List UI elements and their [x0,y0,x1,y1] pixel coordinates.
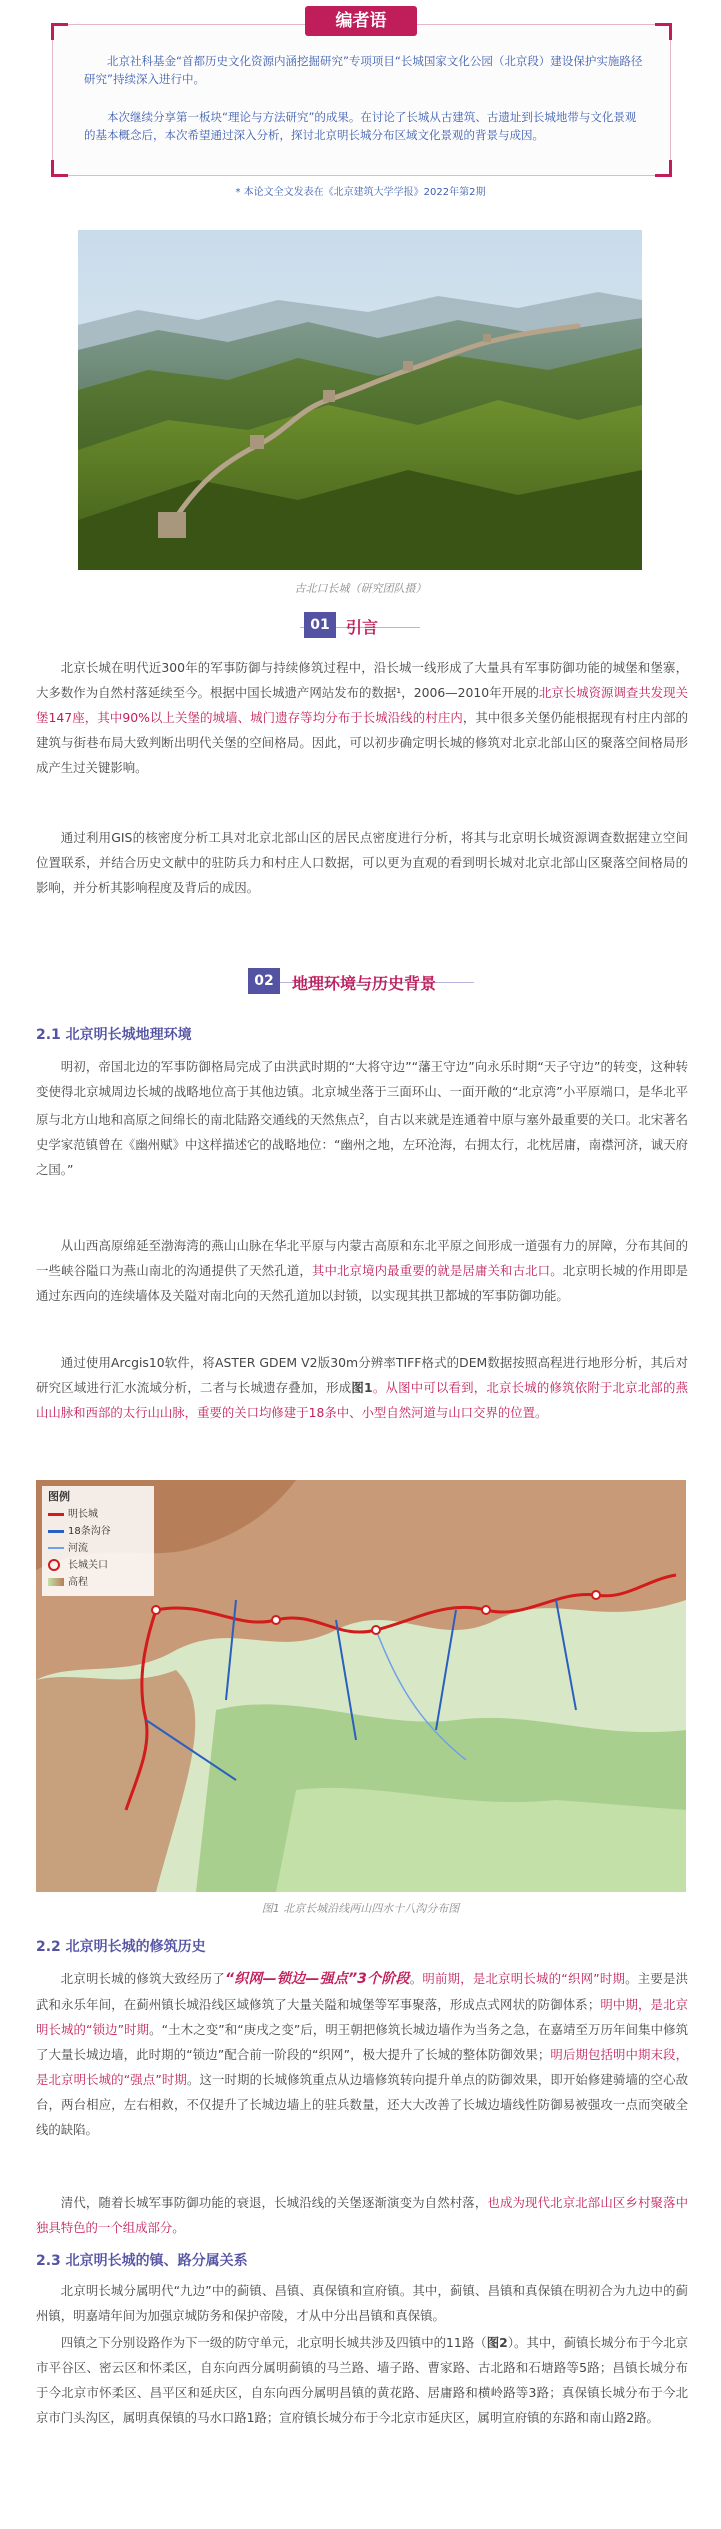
subsection-title: 2.1 北京明长城地理环境 [36,1027,192,1043]
elevation-map [36,1480,686,1892]
section-number: 01 [304,612,336,638]
map-legend-title: 图例 [48,1490,70,1503]
geo-paragraph-2: 从山西高原绵延至渤海湾的燕山山脉在华北平原与内蒙古高原和东北平原之间形成一道强有力的屏障，分布其间的一些峡谷隘口为燕山南北的沟通提供了天然孔道，其中北京境内最重要的就是居庸关和古北口。北京明长城的作用即是通过东西向的连续墙体及关隘对南北向的天然孔道加以封锁，以实现其拱卫都城的军事防御功能。 [36,1238,689,1303]
photo-caption: 古北口长城（研究团队摄） [294,582,427,595]
editor-note-tag: 编者语 [305,6,417,36]
subsection-title: 2.2 北京明长城的修筑历史 [36,1939,206,1955]
editor-note-box [52,24,671,176]
subsection-title: 2.3 北京明长城的镇、路分属关系 [36,2253,248,2269]
section-number: 02 [248,968,280,994]
intro-paragraph-2: 通过利用GIS的核密度分析工具对北京北部山区的居民点密度进行分析，将其与北京明长城资源调查数据建立空间位置联系，并结合历史文献中的驻防兵力和村庄人口数据，可以更为直观的看到明长城对北京北部山区聚落空间格局的影响，并分析其影响程度及背后的成因。 [36,830,688,895]
geo-paragraph-3: 通过使用Arcgis10软件，将ASTER GDEM V2版30m分辨率TIFF格式的DEM数据按照高程进行地形分析，其后对研究区域进行汇水流域分析，二者与长城遗存叠加，形成图1。从图中可以看到，北京长城的修筑依附于北京北部的燕山山脉和西部的太行山山脉，重要的关口均修建于18条中、小型自然河道与山口交界的位置。 [36,1355,689,1420]
section-title: 引言 [346,618,379,637]
corner-decoration [51,160,68,177]
map-legend [48,1506,111,1591]
legend-item: 长城关口 [48,1557,111,1574]
legend-item: 18条沟谷 [48,1523,111,1540]
history-paragraph-2: 清代，随着长城军事防御功能的衰退，长城沿线的关堡逐渐演变为自然村落，也成为现代北京北部山区乡村聚落中独具特色的一个组成部分。 [36,2195,689,2235]
section-title: 地理环境与历史背景 [292,974,437,993]
corner-decoration [51,23,68,40]
editor-note-source: * 本论文全文发表在《北京建筑大学学报》2022年第2期 [235,187,486,198]
corner-decoration [655,23,672,40]
legend-item: 高程 [48,1574,111,1591]
legend-item: 明长城 [48,1506,111,1523]
geo-paragraph-1: 明初，帝国北边的军事防御格局完成了由洪武时期的“大将守边”“藩王守边”向永乐时期“天子守边”的转变，这种转变使得北京城周边长城的战略地位高于其他边镇。北京城坐落于三面环山、一面开敞的“北京湾”小平原端口，是华北平原与北方山地和高原之间绵长的南北陆路交通线的天然焦点$^2$，自古以来就是连通着中原与塞外最重要的关口。北宋著名史学家范镇曾在《幽州赋》中这样描述它的战略地位：“幽州之地，左环沧海，右拥太行，北枕居庸，南襟河济，诚天府之国。” [36,1059,688,1178]
corner-decoration [655,160,672,177]
great-wall-photo [78,230,642,570]
editor-note-line-1: 北京社科基金“首都历史文化资源内涵挖掘研究”专项项目“长城国家文化公园（北京段）建设保护实施路径研究”持续深入进行中。 [84,54,643,86]
intro-paragraph-1: 北京长城在明代近300年的军事防御与持续修筑过程中，沿长城一线形成了大量具有军事防御功能的城堡和堡寨，大多数作为自然村落延续至今。根据中国长城遗产网站发布的数据¹，2006—2010年开展的北京长城资源调查共发现关堡147座，其中90%以上关堡的城墙、城门遗存等均分布于长城沿线的村庄内，其中很多关堡仍能根据现有村庄内部的建筑与街巷布局大致判断出明代关堡的空间格局。因此，可以初步确定明长城的修筑对北京北部山区的聚落空间格局形成产生过关键影响。 [36,660,688,775]
history-paragraph-1: 北京明长城的修筑大致经历了“织网—锁边—强点”3个阶段。明前期，是北京明长城的“织网”时期。主要是洪武和永乐年间，在蓟州镇长城沿线区域修筑了大量关隘和城堡等军事聚落，形成点式网状的防御体系；明中期，是北京明长城的“锁边”时期。“土木之变”和“庚戌之变”后，明王朝把修筑长城边墙作为当务之急，在嘉靖至万历年间集中修筑了大量长城边墙，此时期的“锁边”配合前一阶段的“织网”，极大提升了长城的整体防御效果；明后期包括明中期末段，是北京明长城的“强点”时期。这一时期的长城修筑重点从边墙修筑转向提升单点的防御效果，即开始修建骑墙的空心敌台，两台相应，左右相救，不仅提升了长城边墙上的驻兵数量，还大大改善了长城边墙线性防御易被强攻一点而突破全线的缺陷。 [36,1971,689,2137]
relation-paragraph-1: 北京明长城分属明代“九边”中的蓟镇、昌镇、真保镇和宣府镇。其中，蓟镇、昌镇和真保镇在明初合为九边中的蓟州镇，明嘉靖年间为加强京城防务和保护帝陵，才从中分出昌镇和真保镇。 [36,2283,688,2323]
legend-item: 河流 [48,1540,111,1557]
map-figure [36,1480,686,1892]
editor-note-line-2: 本次继续分享第一板块“理论与方法研究”的成果。在讨论了长城从古建筑、古遗址到长城地带与文化景观的基本概念后，本次希望通过深入分析，探讨北京明长城分布区域文化景观的背景与成因。 [84,110,637,142]
map-caption: 图1 北京长城沿线两山四水十八沟分布图 [261,1902,460,1915]
great-wall-illustration [78,230,642,570]
relation-paragraph-2: 四镇之下分别设路作为下一级的防守单元，北京明长城共涉及四镇中的11路（图2）。其中，蓟镇长城分布于今北京市平谷区、密云区和怀柔区，自东向西分属明蓟镇的马兰路、墙子路、曹家路、古北路和石塘路等5路；昌镇长城分布于今北京市怀柔区、昌平区和延庆区，自东向西分属明昌镇的黄花路、居庸路和横岭路等3路；真保镇长城分布于今北京市门头沟区，属明真保镇的马水口路1路；宣府镇长城分布于今北京市延庆区，属明宣府镇的东路和南山路2路。 [36,2335,688,2425]
